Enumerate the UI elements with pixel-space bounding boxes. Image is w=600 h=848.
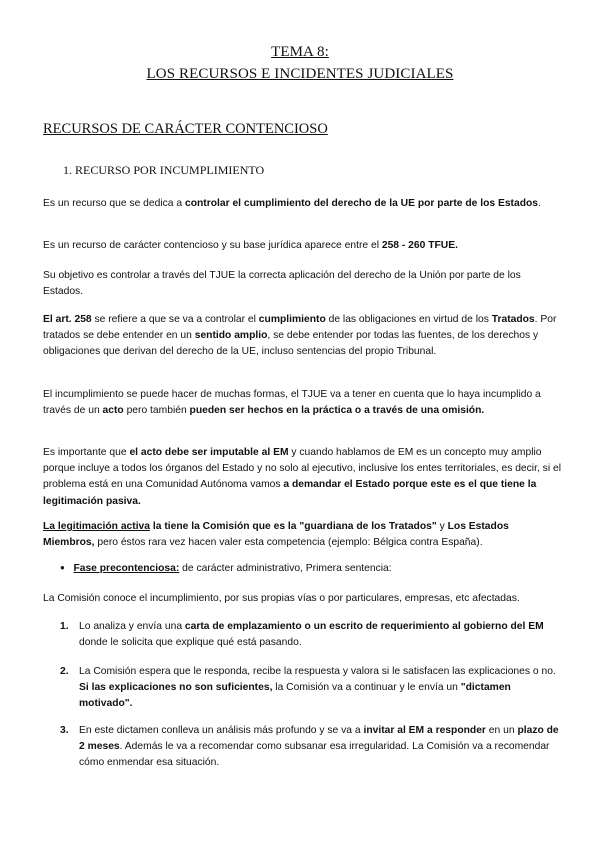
paragraph-6 [43, 445, 563, 510]
p6-text-a: Es importante que [43, 447, 130, 458]
p1-bold: controlar el cumplimiento del derecho de la UE por parte de los Estados [184, 198, 539, 209]
title-line-2: LOS RECURSOS E INCIDENTES JUDICIALES [146, 66, 454, 82]
li3-text-a: En este dictamen conlleva un análisis más profundo y se va a [79, 725, 364, 736]
paragraph-8 [43, 591, 583, 607]
list-item-3 [60, 723, 560, 773]
subsection-heading: 1. RECURSO POR INCUMPLIMIENTO [63, 163, 265, 177]
li3-text-e: . Además le va a recomendar como subsanar esa irregularidad. La Comisión va a recomendar cómo enmendar esa situación. [79, 741, 550, 769]
li3-bold-plazo: plazo de 2 meses [79, 725, 559, 753]
p2-bold: 258 - 260 TFUE. [381, 240, 458, 251]
p7-bold-legitimacion: La legitimación activa [43, 521, 151, 532]
paragraph-4 [43, 312, 563, 361]
p7-bold-comision: la tiene la Comisión que es la "guardiana de los Tratados" [150, 521, 437, 532]
li3-text-c: en un [485, 725, 518, 736]
list-text-1 [79, 619, 561, 651]
paragraph-1 [43, 196, 563, 212]
p5-text-a: El incumplimiento se puede hacer de muchas formas, el TJUE va a tener en cuenta que lo haya incumplido a través de un [43, 389, 541, 417]
p5-text-c: pero también [123, 405, 190, 417]
p4-bold-tratados: Tratados [491, 314, 535, 325]
list-number-2: 2. [60, 666, 69, 677]
p4-text-h: , se debe entender por todas las fuentes, de los derechos y obligaciones que derivan del derecho de la UE, incluso sentencias del propio Tribunal. [43, 330, 539, 358]
list-text-2 [79, 664, 561, 713]
p1-text-a: Es un recurso que se dedica a [43, 198, 185, 209]
p4-text-d: de las obligaciones en virtud de los [325, 314, 492, 325]
list-item-2 [60, 664, 560, 714]
bullet-text: de carácter administrativo, Primera sentencia: [179, 563, 392, 574]
section-heading: RECURSOS DE CARÁCTER CONTENCIOSO [43, 121, 328, 137]
paragraph-7 [43, 519, 563, 551]
bullet-item [60, 563, 392, 574]
li1-text-a: Lo analiza y envía una [79, 621, 185, 632]
p3-text: Su objetivo es controlar a través del TJUE la correcta aplicación del derecho de la Unión por parte de los Estados. [43, 270, 521, 298]
p6-bold-imputable: el acto debe ser imputable al EM [129, 447, 289, 458]
p1-text-c: . [538, 198, 541, 209]
p6-bold-demandar: a demandar el Estado porque este es el que tiene la legitimación pasiva. [43, 479, 537, 507]
p7-bold-estados: Los Estados Miembros, [43, 521, 509, 549]
list-number-1: 1. [60, 621, 69, 632]
paragraph-3 [43, 268, 563, 300]
p4-bold-art: El art. 258 [43, 314, 92, 325]
p2-text-a: Es un recurso de carácter contencioso y su base jurídica aparece entre el [43, 240, 382, 251]
p5-bold-acto: acto [102, 405, 124, 417]
li1-text-c: donde le solicita que explique qué está pasando. [79, 637, 302, 649]
p4-text-b: se refiere a que se va a controlar el [91, 314, 259, 325]
p8-text: La Comisión conoce el incumplimiento, por sus propias vías o por particulares, empresas, etc afectadas. [43, 593, 520, 604]
li1-bold: carta de emplazamiento o un escrito de requerimiento al gobierno del EM [184, 621, 544, 632]
bullet-bold: Fase precontenciosa: [73, 563, 180, 574]
p4-bold-sentido: sentido amplio [194, 330, 268, 342]
list-item-1 [60, 619, 560, 653]
li2-bold-dictamen: "dictamen motivado". [79, 682, 511, 710]
li2-bold-explicaciones: Si las explicaciones no son suficientes, [79, 682, 273, 694]
p7-text-e: pero éstos rara vez hacen valer esta competencia (ejemplo: Bélgica contra España). [94, 537, 483, 549]
bullet-marker: ● [60, 563, 65, 572]
list-text-3 [79, 723, 561, 772]
title-line-1: TEMA 8: [271, 44, 329, 60]
p4-bold-cumplimiento: cumplimiento [258, 314, 326, 325]
p5-bold-hechos: pueden ser hechos en la práctica o a través de una omisión. [189, 405, 485, 417]
paragraph-2 [43, 238, 563, 254]
p6-text-c: y cuando hablamos de EM es un concepto muy amplio porque incluye a todos los órganos del Estado y no solo al ejecutivo, inclusive los entes territoriales, es decir, si el problema está en una Comunidad Autónoma vamos [43, 447, 561, 491]
li2-text-a: La Comisión espera que le responda, recibe la respuesta y valora si le satisfacen las explicaciones o no. [79, 666, 556, 677]
list-number-3: 3. [60, 725, 69, 736]
li2-text-c: la Comisión va a continuar y le envía un [272, 682, 461, 694]
li3-bold-invitar: invitar al EM a responder [363, 725, 486, 736]
paragraph-5 [43, 387, 563, 419]
p7-text-c: y [436, 521, 448, 532]
p4-text-f: . Por tratados se debe entender en un [43, 314, 557, 342]
